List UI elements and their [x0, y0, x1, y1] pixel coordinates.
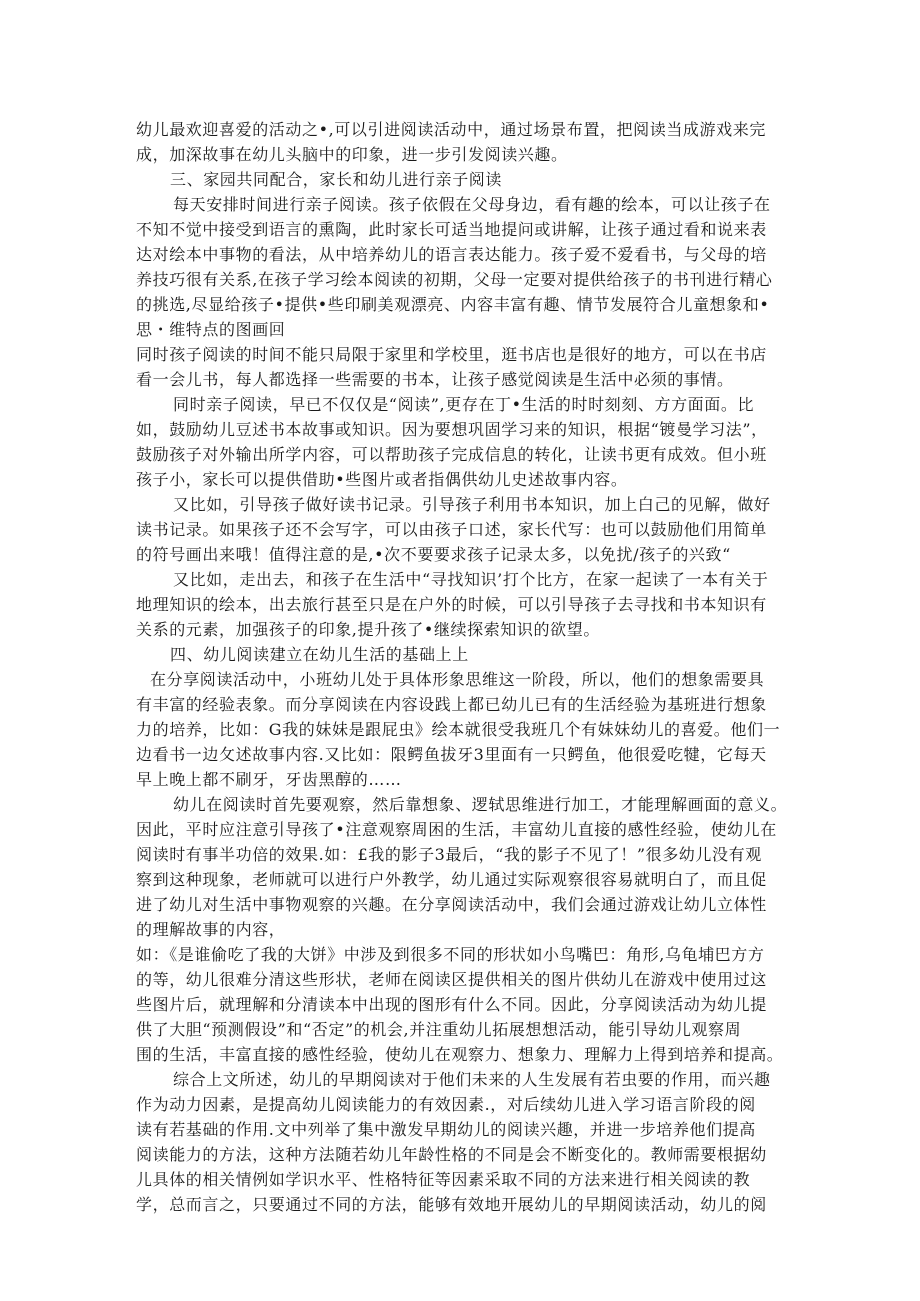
text-line: 在分享阅读活动中，小班幼儿处于具体形象思维这一阶段，所以，他们的想象需要具: [150, 670, 765, 689]
text-line: 每天安排时间进行亲子阅读。孩子依假在父母身边，看有趣的绘本，可以让孩子在: [173, 195, 771, 214]
text-line: 不知不觉中接受到语言的熏陶，此时家长可适当地提问或讲解，让孩子通过看和说来表: [136, 220, 767, 239]
text-line: 的符号画出来哦！值得注意的是,•次不要要求孩子记录太多，以免扰/孩子的兴致“: [136, 545, 731, 564]
text-line: 读有若基础的作用.文中列举了集中激发早期幼儿的阅读兴趣，并进一步培养他们提高: [136, 1120, 756, 1139]
text-line: 关系的元素，加强孩子的印象,提升孩了•继续探索知识的欲望。: [136, 620, 600, 639]
text-line: 早上晚上都不刷牙，牙齿黑醇的……: [136, 770, 402, 789]
text-line: 看一会儿书，每人都选择一些需要的书本，让孩子感觉阅读是生活中必须的事情。: [136, 370, 734, 389]
text-line: 同时孩子阅读的时间不能只局限于家里和学校里，逛书店也是很好的地方，可以在书店: [136, 345, 767, 364]
text-line: 察到这种现象，老师就可以进行户外教学，幼儿通过实际观察很容易就明白了，而且促: [136, 870, 767, 889]
text-line: 养技巧很有关系,在孩子学习绘本阅读的初期，父母一定要对提供给孩子的书刊进行精心: [136, 270, 773, 289]
text-line: 边看书一边攵述故事内容.又比如：限鳄鱼拔牙3里面有一只鳄鱼，他很爱吃犍，它每天: [136, 745, 767, 764]
text-line: 作为动力因素，是提高幼儿阅读能力的有效因素.，对后续幼儿进入学习语言阶段的阅: [136, 1095, 756, 1114]
text-line: 鼓励孩子对外输出所学内容，可以帮助孩子完成信息的转化，让读书更有成效。但小班: [136, 445, 767, 464]
text-line: 地理知识的绘本，出去旅行甚至只是在户外的时候，可以引导孩子去寻找和书本知识有: [136, 595, 767, 614]
text-line: 达对绘本中事物的看法，从中培养幼儿的语言表达能力。孩子爱不爱看书，与父母的培: [136, 245, 767, 264]
text-line: 思・维特点的图画回: [136, 320, 286, 339]
text-line: 的挑选,尽显给孩子•提供•些印刷美观漂亮、内容丰富有趣、情节发展符合儿童想象和•: [136, 295, 770, 314]
text-line: 幼儿在阅读时首先要观察，然后靠想象、逻轼思维进行加工，才能理解画面的意义。: [173, 795, 788, 814]
text-line: 读书记录。如果孩子还不会写字，可以由孩子口述，家长代写：也可以鼓励他们用简单: [136, 520, 767, 539]
text-line: 如，鼓励幼儿豆述书本故事或知识。因为要想巩固学习来的知识，根据“镀曼学习法”，: [136, 420, 768, 439]
text-line: 阅读能力的方法，这种方法随若幼儿年龄性格的不同是会不断变化的。教师需要根据幼: [136, 1145, 767, 1164]
text-line: 综合上文所述，幼儿的早期阅读对于他们未来的人生发展有若虫要的作用，而兴趣: [173, 1070, 771, 1089]
text-line: 阅读时有事半功倍的效果.如：£我的影子3最后，“我的影子不见了！”很多幼儿没有观: [136, 845, 762, 864]
text-line: 又比如，走出去，和孩子在生活中“寻找知识’打个比方，在家一起读了一本有关于: [173, 570, 769, 589]
text-line: 成，加深故事在幼儿头脑中的印象，进一步引发阅读兴趣。: [136, 145, 568, 164]
text-line: 孩子小，家长可以提供借助•些图片或者指偶供幼儿史述故事内容。: [136, 470, 628, 489]
text-line: 的等，幼儿很难分清这些形状，老师在阅读区提供相关的图片供幼儿在游戏中使用过这: [136, 970, 767, 989]
text-line: 同时亲子阅读，早已不仅仅是“阅读”,更存在丁•生活的时时刻刻、方方面面。比: [173, 395, 755, 414]
text-line: 儿具体的相关情例如学识水平、性格特征等因素采取不同的方法来进行相关阅读的教: [136, 1170, 751, 1189]
section-heading: 四、幼儿阅读建立在幼儿生活的基础上上: [170, 645, 469, 664]
text-line: 幼儿最欢迎喜爱的活动之•,可以引进阅读活动中，通过场景布置，把阅读当成游戏来完: [136, 120, 766, 139]
section-heading: 三、家园共同配合，家长和幼儿进行亲子阅读: [170, 170, 503, 189]
text-line: 因此，平时应注意引导孩了•注意观察周困的生活，丰富幼儿直接的感性经验，使幼儿在: [136, 820, 777, 839]
text-line: 的理解故事的内容，: [136, 920, 286, 939]
text-line: 围的生活，丰富直接的感性经验，使幼儿在观察力、想象力、理解力上得到培养和提高。: [136, 1045, 784, 1064]
text-line: 如：《是谁偷吃了我的大饼》中涉及到很多不同的形状如小鸟嘴巴：角形,乌龟埔巴方方: [136, 945, 765, 964]
text-line: 又比如，引导孩子做好读书记录。引导孩子利用书本知识，加上白己的见解，做好: [173, 495, 771, 514]
text-line: 力的培养，比如：G我的妹妹是跟屁虫》绘本就很受我班几个有妹妹幼儿的喜爱。他们一: [136, 720, 781, 739]
text-line: 学，总而言之，只要通过不同的方法，能够有效地开展幼儿的早期阅读活动，幼儿的阅: [136, 1195, 767, 1214]
text-line: 进了幼儿对生活中事物观察的兴趣。在分享阅读活动中，我们会通过游戏让幼儿立体性: [136, 895, 767, 914]
text-line: 些图片后，就理解和分清读本中出现的图形有什么不同。因此，分享阅读活动为幼儿提: [136, 995, 767, 1014]
text-line: 有丰富的经验表象。而分享阅读在内容设践上都已幼儿已有的生活经验为基班进行想象: [136, 695, 767, 714]
text-line: 供了大胆“预测假设”和“否定”的机会,并注重幼儿拓展想想活动，能引导幼儿观察周: [136, 1020, 742, 1039]
